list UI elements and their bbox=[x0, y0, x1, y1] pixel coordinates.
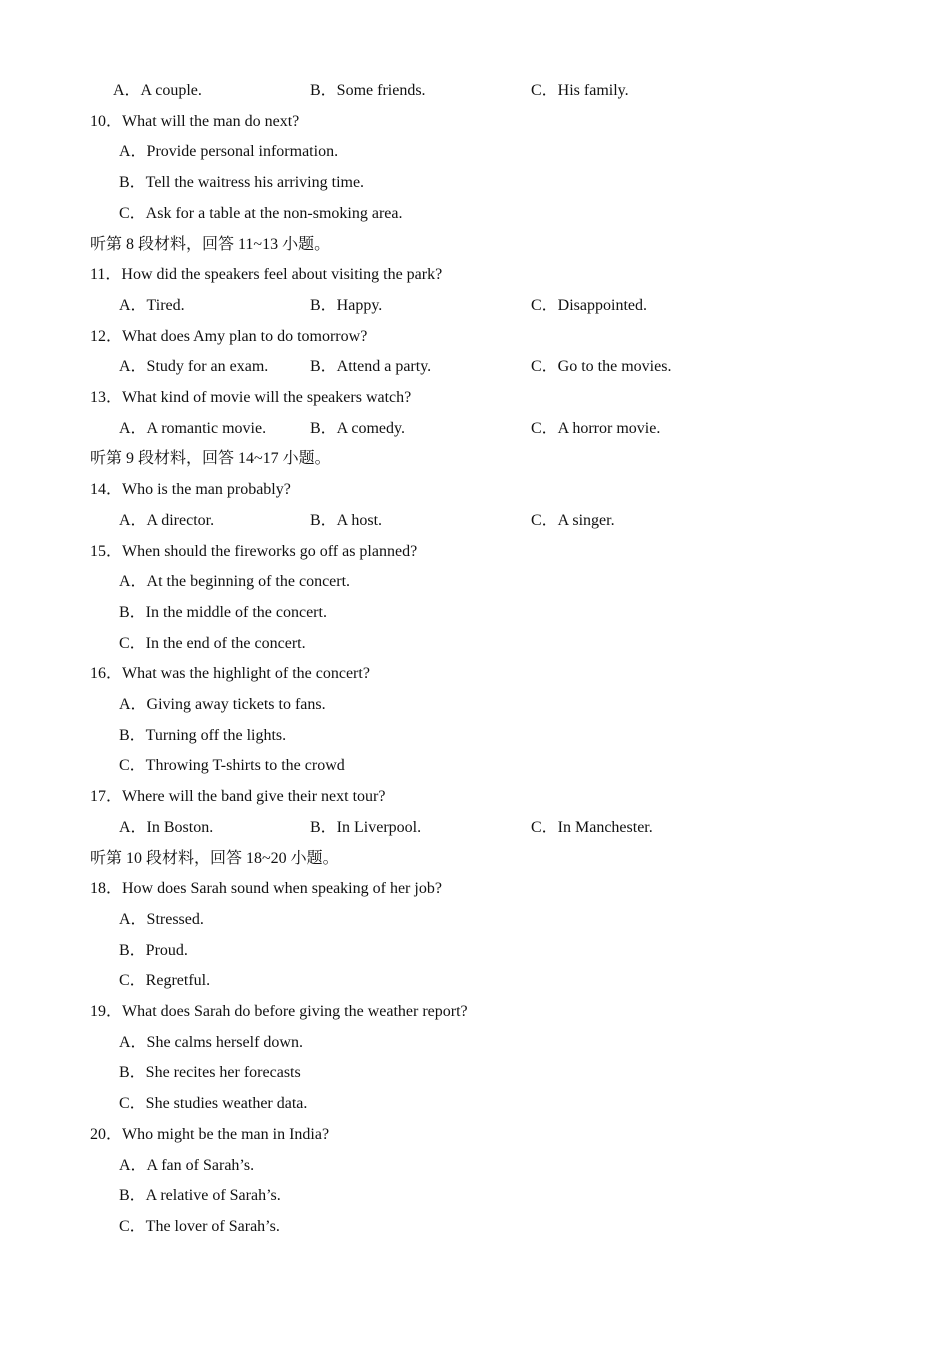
option-line bbox=[0, 568, 950, 596]
option-text: B．A relative of Sarah’s. bbox=[119, 1187, 281, 1205]
question bbox=[0, 875, 950, 903]
option-text: C．Ask for a table at the non-smoking area. bbox=[119, 204, 403, 222]
option-line bbox=[0, 752, 950, 780]
option-line bbox=[0, 722, 950, 750]
question-text: 17．Where will the band give their next tour? bbox=[90, 788, 386, 806]
option-b: B．A host. bbox=[310, 511, 383, 529]
question-text: 18．How does Sarah sound when speaking of her job? bbox=[90, 880, 442, 898]
option-row bbox=[0, 415, 950, 443]
option-text: B．Tell the waitress his arriving time. bbox=[119, 174, 365, 192]
option-text: B．In the middle of the concert. bbox=[119, 603, 327, 621]
option-a: A．Tired. bbox=[119, 296, 185, 314]
option-line bbox=[0, 1152, 950, 1180]
option-text: B．Turning off the lights. bbox=[119, 726, 287, 744]
question bbox=[0, 660, 950, 688]
option-b: B．Happy. bbox=[310, 296, 383, 314]
option-line bbox=[0, 599, 950, 627]
option-line bbox=[0, 1059, 950, 1087]
question bbox=[0, 998, 950, 1026]
option-line bbox=[0, 630, 950, 658]
question bbox=[0, 1121, 950, 1149]
option-text: A．At the beginning of the concert. bbox=[119, 573, 351, 591]
question-text: 15．When should the fireworks go off as planned? bbox=[90, 542, 418, 560]
section-text: 听第 9 段材料，回答 14~17 小题。 bbox=[90, 450, 331, 468]
option-line bbox=[0, 906, 950, 934]
option-a: A．A director. bbox=[119, 511, 215, 529]
option-c: C．Disappointed. bbox=[531, 296, 647, 314]
option-a: A．A romantic movie. bbox=[119, 419, 267, 437]
section-text: 听第 8 段材料，回答 11~13 小题。 bbox=[90, 235, 331, 253]
section-heading bbox=[0, 845, 950, 873]
section-text: 听第 10 段材料，回答 18~20 小题。 bbox=[90, 849, 339, 867]
option-c: C．In Manchester. bbox=[531, 818, 653, 836]
option-row bbox=[0, 292, 950, 320]
option-text: C．Throwing T-shirts to the crowd bbox=[119, 757, 345, 775]
option-b: B．Some friends. bbox=[310, 82, 426, 99]
option-line bbox=[0, 967, 950, 995]
option-text: C．In the end of the concert. bbox=[119, 634, 306, 652]
question bbox=[0, 261, 950, 289]
option-c: C．Go to the movies. bbox=[531, 358, 672, 376]
option-text: C．She studies weather data. bbox=[119, 1095, 308, 1113]
option-line bbox=[0, 1090, 950, 1118]
option-a: A．A couple. bbox=[113, 82, 202, 99]
question bbox=[0, 783, 950, 811]
question-text: 12．What does Amy plan to do tomorrow? bbox=[90, 327, 368, 345]
question bbox=[0, 384, 950, 412]
option-b: B．A comedy. bbox=[310, 419, 405, 437]
option-c: C．A singer. bbox=[531, 511, 615, 529]
section-heading bbox=[0, 445, 950, 473]
option-text: C．Regretful. bbox=[119, 972, 211, 990]
question-text: 14．Who is the man probably? bbox=[90, 481, 291, 499]
option-text: A．A fan of Sarah’s. bbox=[119, 1156, 255, 1174]
option-row bbox=[0, 814, 950, 842]
option-text: B．She recites her forecasts bbox=[119, 1064, 301, 1082]
question-text: 16．What was the highlight of the concert? bbox=[90, 665, 370, 683]
option-line bbox=[0, 1213, 950, 1241]
option-a: A．Study for an exam. bbox=[119, 358, 269, 376]
option-line bbox=[0, 691, 950, 719]
question bbox=[0, 538, 950, 566]
option-row bbox=[0, 77, 950, 105]
option-line bbox=[0, 169, 950, 197]
question-text: 13．What kind of movie will the speakers watch? bbox=[90, 389, 412, 406]
option-text: A．Stressed. bbox=[119, 910, 204, 928]
option-line bbox=[0, 138, 950, 166]
question bbox=[0, 323, 950, 351]
option-row bbox=[0, 507, 950, 535]
section-heading bbox=[0, 231, 950, 259]
question bbox=[0, 476, 950, 504]
question-text: 19．What does Sarah do before giving the weather report? bbox=[90, 1003, 468, 1020]
option-line bbox=[0, 200, 950, 228]
option-b: B．In Liverpool. bbox=[310, 818, 422, 836]
option-row bbox=[0, 353, 950, 381]
option-line bbox=[0, 937, 950, 965]
option-text: A．Giving away tickets to fans. bbox=[119, 696, 326, 713]
question-text: 11．How did the speakers feel about visiting the park? bbox=[90, 266, 443, 284]
option-c: C．His family. bbox=[531, 82, 629, 99]
option-text: A．She calms herself down. bbox=[119, 1033, 303, 1051]
question bbox=[0, 108, 950, 136]
question-text: 20．Who might be the man in India? bbox=[90, 1125, 330, 1143]
option-text: A．Provide personal information. bbox=[119, 143, 339, 161]
question-text: 10．What will the man do next? bbox=[90, 112, 300, 130]
option-a: A．In Boston. bbox=[119, 818, 214, 836]
option-c: C．A horror movie. bbox=[531, 419, 661, 437]
option-text: C．The lover of Sarah’s. bbox=[119, 1217, 280, 1235]
option-text: B．Proud. bbox=[119, 941, 188, 959]
option-line bbox=[0, 1029, 950, 1057]
option-line bbox=[0, 1182, 950, 1210]
option-b: B．Attend a party. bbox=[310, 358, 432, 376]
